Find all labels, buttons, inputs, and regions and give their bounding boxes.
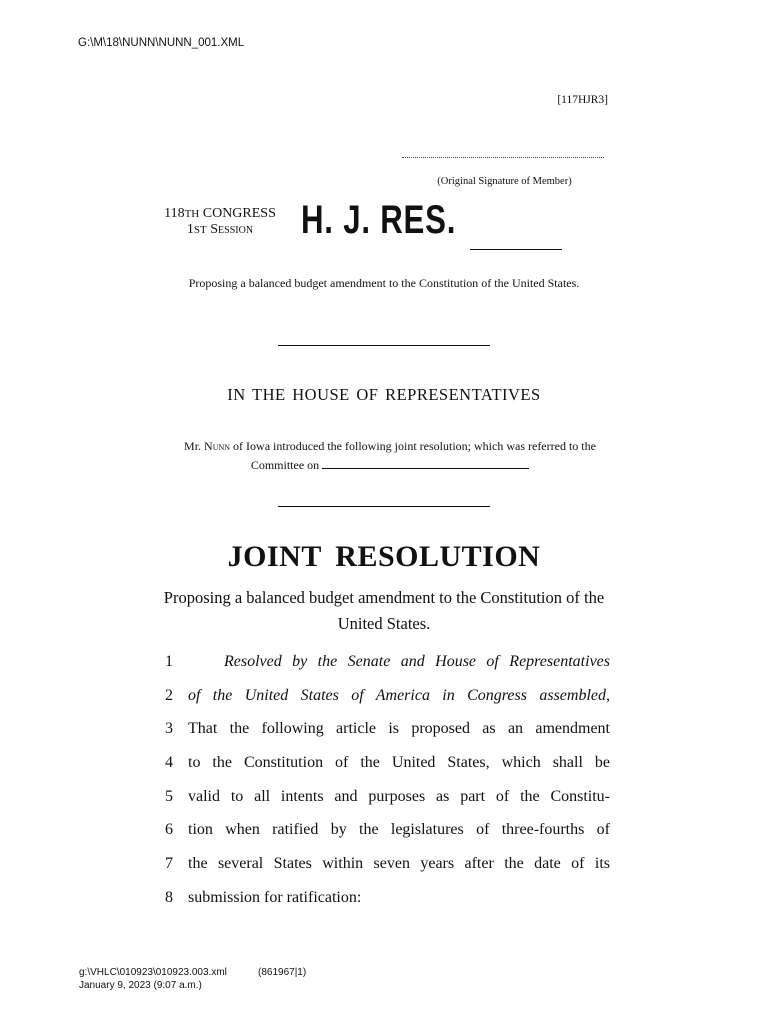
document-code: [117HJR3] — [557, 94, 608, 106]
introduction-text: of Iowa introduced the following joint resolution; which was referred to the Committee on — [233, 439, 596, 472]
session-number: 1 — [186, 222, 194, 237]
resolution-long-title: Proposing a balanced budget amendment to the Constitution of the United States. — [163, 588, 605, 633]
line-text: of the United States of America in Congress assembled, — [188, 686, 610, 704]
line-text: to the Constitution of the United States, which shall be — [188, 754, 610, 772]
numbered-line — [160, 852, 620, 886]
congress-number-suffix: TH — [184, 208, 200, 220]
file-path: G:\M\18\NUNN\NUNN_001.XML — [78, 37, 245, 49]
signature-line — [402, 157, 604, 158]
line-number: 5 — [165, 787, 173, 805]
line-text: tion when ratified by the legislatures of three-fourths of — [188, 821, 610, 839]
sponsor-name: Nunn — [204, 439, 231, 453]
session-line — [150, 222, 290, 238]
numbered-line — [160, 886, 620, 920]
sponsor-prefix: Mr. — [184, 439, 202, 453]
line-number: 2 — [165, 686, 173, 704]
numbered-line — [160, 751, 620, 785]
numbered-line — [160, 717, 620, 751]
footer-code: (861967|1) — [258, 967, 307, 978]
congress-number: 118 — [164, 206, 185, 221]
congress-word: CONGRESS — [202, 206, 276, 221]
line-text: That the following article is proposed as an amendment — [188, 720, 610, 738]
numbered-line — [160, 818, 620, 852]
session-number-suffix: ST — [193, 224, 207, 236]
line-text: Resolved by the Senate and House of Representatives — [224, 653, 610, 670]
chamber-heading: IN THE HOUSE OF REPRESENTATIVES — [227, 385, 541, 404]
divider-rule-top — [278, 345, 490, 346]
line-text: submission for ratification: — [188, 888, 362, 906]
congress-line — [150, 206, 290, 222]
line-text: valid to all intents and purposes as part of the Constitu- — [188, 787, 610, 805]
line-text: the several States within seven years after the date of its — [188, 855, 610, 873]
divider-rule-bottom — [278, 506, 490, 507]
signature-label: (Original Signature of Member) — [437, 176, 572, 187]
numbered-line — [160, 785, 620, 819]
numbered-line — [160, 650, 620, 684]
line-number: 4 — [165, 754, 173, 772]
resolution-body — [160, 650, 620, 920]
line-number: 7 — [165, 855, 173, 873]
footer-date: January 9, 2023 (9:07 a.m.) — [79, 980, 202, 991]
bill-type-heading: H. J. RES. — [301, 198, 457, 242]
footer-file-path: g:\VHLC\010923\010923.003.xml — [79, 967, 227, 978]
line-number: 8 — [165, 888, 173, 906]
bill-short-title: Proposing a balanced budget amendment to the Constitution of the United States. — [188, 276, 580, 290]
line-number: 3 — [165, 720, 173, 738]
introduction-paragraph — [180, 437, 600, 475]
line-number: 6 — [165, 821, 173, 839]
numbered-line — [160, 684, 620, 718]
bill-number-blank — [470, 249, 562, 250]
congress-session-block — [150, 206, 290, 238]
joint-resolution-heading: JOINT RESOLUTION — [227, 540, 541, 573]
committee-blank — [322, 456, 529, 469]
line-number: 1 — [165, 653, 173, 670]
session-word: Session — [210, 222, 254, 237]
